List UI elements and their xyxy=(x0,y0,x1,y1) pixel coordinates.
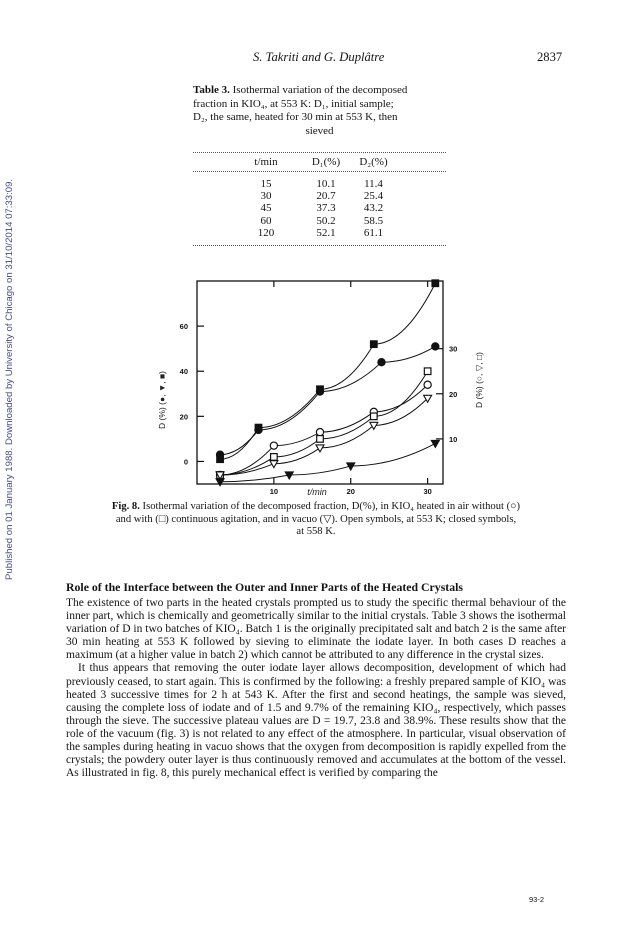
paragraph: The existence of two parts in the heated crystals prompted us to study the specific thermal behaviour of the inner part, which is chemically and geometrically similar to the initial crystals. Table 3 shows the isothermal variation of D in two batches of KIO₄. Batch 1 is the originally precipitated salt and batch 2 is the same after 30 min heating at 553 K followed by sieving to eliminate the iodate layer. In both cases D reaches a maximum (at a higher value in batch 2) which cannot be attributed to any difference in the crystal sizes. xyxy=(66,597,566,662)
y-left-tick-label: 40 xyxy=(179,367,188,377)
table-label: Table 3. xyxy=(193,84,230,96)
x-tick-label: 30 xyxy=(423,487,432,496)
figure-label: Fig. 8. xyxy=(111,501,140,512)
table-row: 120 52.1 61.1 xyxy=(257,226,384,239)
y-left-label: D (%) (●, ▼, ■) xyxy=(157,371,167,429)
col-header: D₁(%) xyxy=(311,156,341,168)
figure-caption: Fig. 8. Isothermal variation of the decomposed fraction, D(%), in KIO₄ heated in air without (○) and with (□) continuous agitation, and in vacuo (▽). Open symbols, at 553 K; closed symbols, at 558 K. xyxy=(111,501,521,538)
paragraph: It thus appears that removing the outer iodate layer allows decomposition, development of which had previously ceased, to start again. This is confirmed by the following: a freshly prepared sample of KIO₄ was heated 3 successive times for 2 h at 543 K. After the first and second heatings, the sample was sieved, causing the complete loss of iodate and of 1.5 and 9.7% of the remaining KIO₄, respectively, which passes through the sieve. The successive plateau values are D = 19.7, 23.8 and 38.9%. These results show that the role of the vacuum (fig. 3) is not related to any effect of the atmosphere. In particular, visual observation of the samples during heating in vacuo shows that the oxygen from decomposition is rapidly expelled from the crystals; the powdery outer layer is thus continuously removed and accumulates at the bottom of the vessel. As illustrated in fig. 8, this purely mechanical effect is verified by comparing the xyxy=(66,662,566,780)
running-header-authors: S. Takriti and G. Duplâtre xyxy=(253,50,385,64)
y-right-tick-label: 10 xyxy=(449,434,458,444)
col-header: D₂(%) xyxy=(359,156,388,168)
series-line-filled-square xyxy=(220,283,435,459)
data-point-filled-circle xyxy=(255,426,262,433)
x-tick-label: 20 xyxy=(346,487,355,496)
y-right-tick-label: 20 xyxy=(449,389,458,399)
data-point-filled-circle xyxy=(378,359,385,366)
table-row: 15 10.1 11.4 xyxy=(260,178,383,190)
table-caption: Table 3. Isothermal variation of the decomposed fraction in KIO₄, at 553 K: D₁, initial sample; D₂, the same, heated for 30 min at 553 K, then sieved xyxy=(193,84,408,137)
y-right-tick-label: 30 xyxy=(449,344,458,354)
body-text xyxy=(66,597,566,780)
data-point-open-square xyxy=(424,368,431,375)
data-point-filled-square xyxy=(432,280,439,287)
y-left-tick-label: 20 xyxy=(179,412,188,422)
data-point-filled-circle xyxy=(432,343,439,350)
plot-frame xyxy=(197,281,443,484)
y-right-label: D (%) (○, ▽, □) xyxy=(474,352,484,408)
data-point-open-triangle xyxy=(370,422,378,429)
data-point-filled-triangle xyxy=(431,440,439,447)
data-point-open-circle xyxy=(316,429,323,436)
page-number: 2837 xyxy=(537,50,563,64)
data-point-open-circle xyxy=(424,381,431,388)
data-point-open-triangle xyxy=(316,445,324,452)
download-watermark: Published on 01 January 1988. Downloaded by University of Chicago on 31/10/2014 07:33:09. xyxy=(4,178,15,580)
data-point-filled-square xyxy=(371,341,378,348)
table-row: 45 37.3 43.2 xyxy=(260,202,384,215)
series-line-open-circle xyxy=(220,385,428,475)
table-row: 60 50.2 58.5 xyxy=(260,214,384,227)
data-point-open-triangle xyxy=(270,461,278,468)
y-left-tick-label: 0 xyxy=(183,457,188,467)
table-row: 30 20.7 25.4 xyxy=(260,190,384,203)
data-point-filled-circle xyxy=(316,388,323,395)
footer-code: 93-2 xyxy=(529,895,545,904)
x-tick-label: 10 xyxy=(269,487,279,496)
col-header: t/min xyxy=(254,156,278,168)
series-line-filled-triangle xyxy=(220,443,435,481)
data-point-open-circle xyxy=(270,442,277,449)
y-left-tick-label: 60 xyxy=(179,322,188,332)
data-point-open-square xyxy=(271,454,278,461)
x-axis-label: t/min xyxy=(307,487,327,497)
data-point-open-square xyxy=(371,413,378,420)
section-heading: Role of the Interface between the Outer and Inner Parts of the Heated Crystals xyxy=(66,580,463,594)
data-point-open-square xyxy=(317,436,324,443)
data-point-filled-circle xyxy=(216,451,223,458)
